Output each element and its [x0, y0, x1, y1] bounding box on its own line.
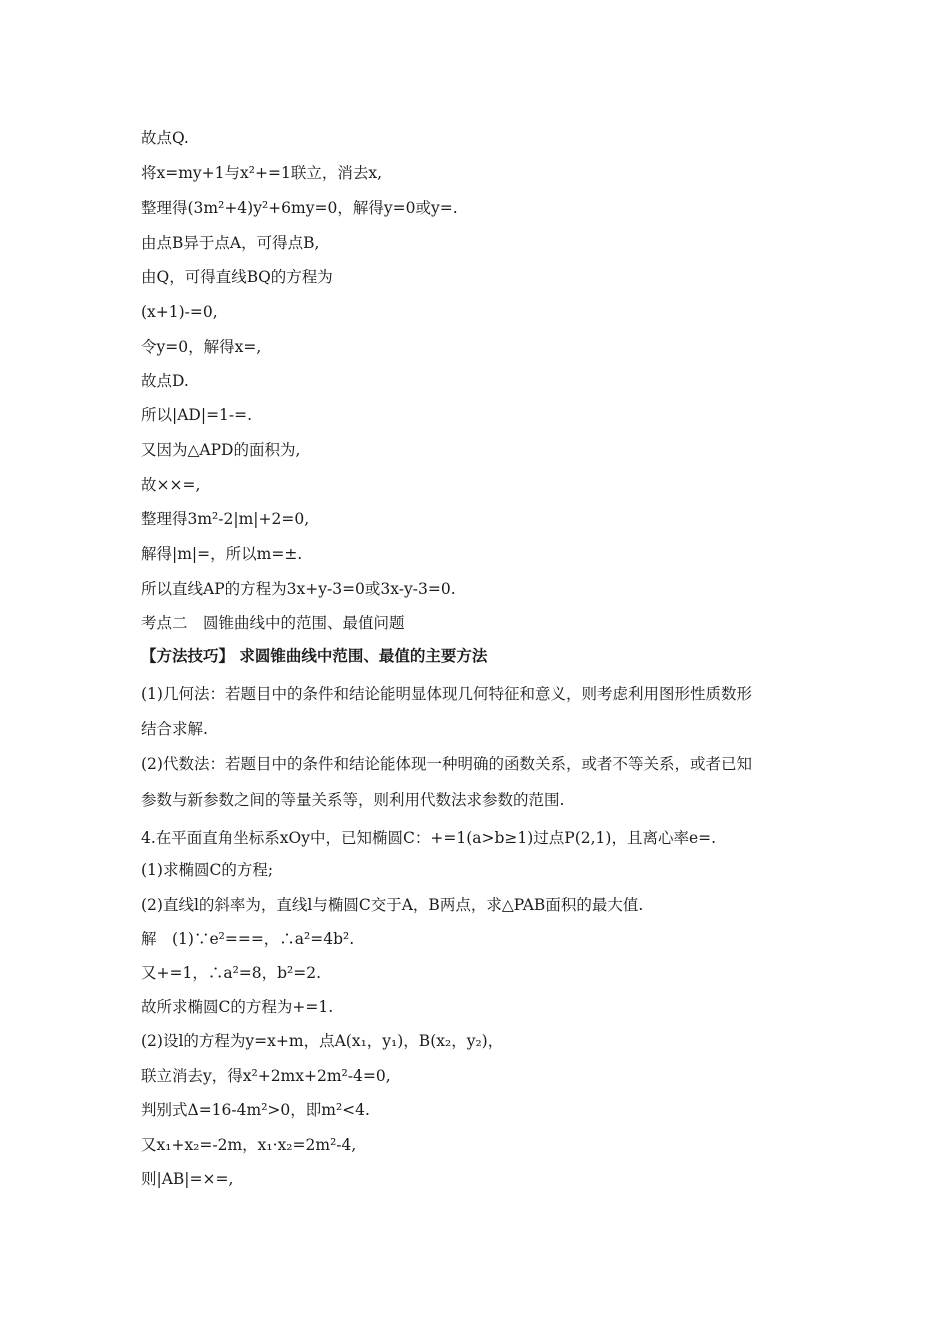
text-line: 又因为△APD的面积为,	[141, 441, 301, 459]
text-line: 故点Q.	[141, 129, 189, 147]
text-line: 解得|m|=，所以m=±.	[141, 545, 303, 563]
text-line: 判别式Δ=16-4m²>0，即m²<4.	[141, 1101, 370, 1119]
text-line: 整理得(3m²+4)y²+6my=0，解得y=0或y=.	[141, 199, 458, 217]
method-heading: 【方法技巧】 求圆锥曲线中范围、最值的主要方法	[141, 646, 488, 665]
text-line: (2)设l的方程为y=x+m，点A(x₁，y₁)，B(x₂，y₂)，	[141, 1032, 504, 1050]
text-line: 由Q，可得直线BQ的方程为	[141, 268, 333, 286]
text-line: 又+=1，∴a²=8，b²=2.	[141, 964, 322, 982]
text-line: (2)直线l的斜率为，直线l与椭圆C交于A，B两点，求△PAB面积的最大值.	[141, 896, 644, 914]
problem-statement: 4.在平面直角坐标系xOy中，已知椭圆C：+=1(a>b≥1)过点P(2,1)，且离心率e=.	[141, 829, 717, 847]
text-line: 所以|AD|=1-=.	[141, 406, 253, 424]
text-line: 联立消去y，得x²+2mx+2m²-4=0,	[141, 1067, 391, 1085]
section-heading: 考点二 圆锥曲线中的范围、最值问题	[141, 614, 405, 632]
text-line: 则|AB|=×=,	[141, 1170, 234, 1188]
text-line: 又x₁+x₂=-2m，x₁·x₂=2m²-4,	[141, 1136, 357, 1154]
text-line: 所以直线AP的方程为3x+y-3=0或3x-y-3=0.	[141, 580, 456, 598]
text-line: (1)求椭圆C的方程;	[141, 861, 274, 879]
text-line: 整理得3m²-2|m|+2=0,	[141, 510, 310, 528]
text-line: (x+1)-=0,	[141, 303, 218, 321]
text-line: (1)几何法：若题目中的条件和结论能明显体现几何特征和意义，则考虑利用图形性质数形	[141, 685, 752, 703]
text-line: 由点B异于点A，可得点B,	[141, 234, 320, 252]
text-line: (2)代数法：若题目中的条件和结论能体现一种明确的函数关系，或者不等关系，或者已知	[141, 755, 752, 773]
text-line: 将x=my+1与x²+=1联立，消去x,	[141, 164, 382, 182]
text-line: 故所求椭圆C的方程为+=1.	[141, 998, 334, 1016]
text-line: 故××=,	[141, 476, 201, 494]
text-line: 故点D.	[141, 372, 189, 390]
text-line: 参数与新参数之间的等量关系等，则利用代数法求参数的范围.	[141, 791, 565, 809]
text-line: 令y=0，解得x=,	[141, 338, 262, 356]
text-line: 结合求解.	[141, 720, 208, 738]
solution-line: 解 (1)∵e²===，∴a²=4b².	[141, 930, 355, 948]
